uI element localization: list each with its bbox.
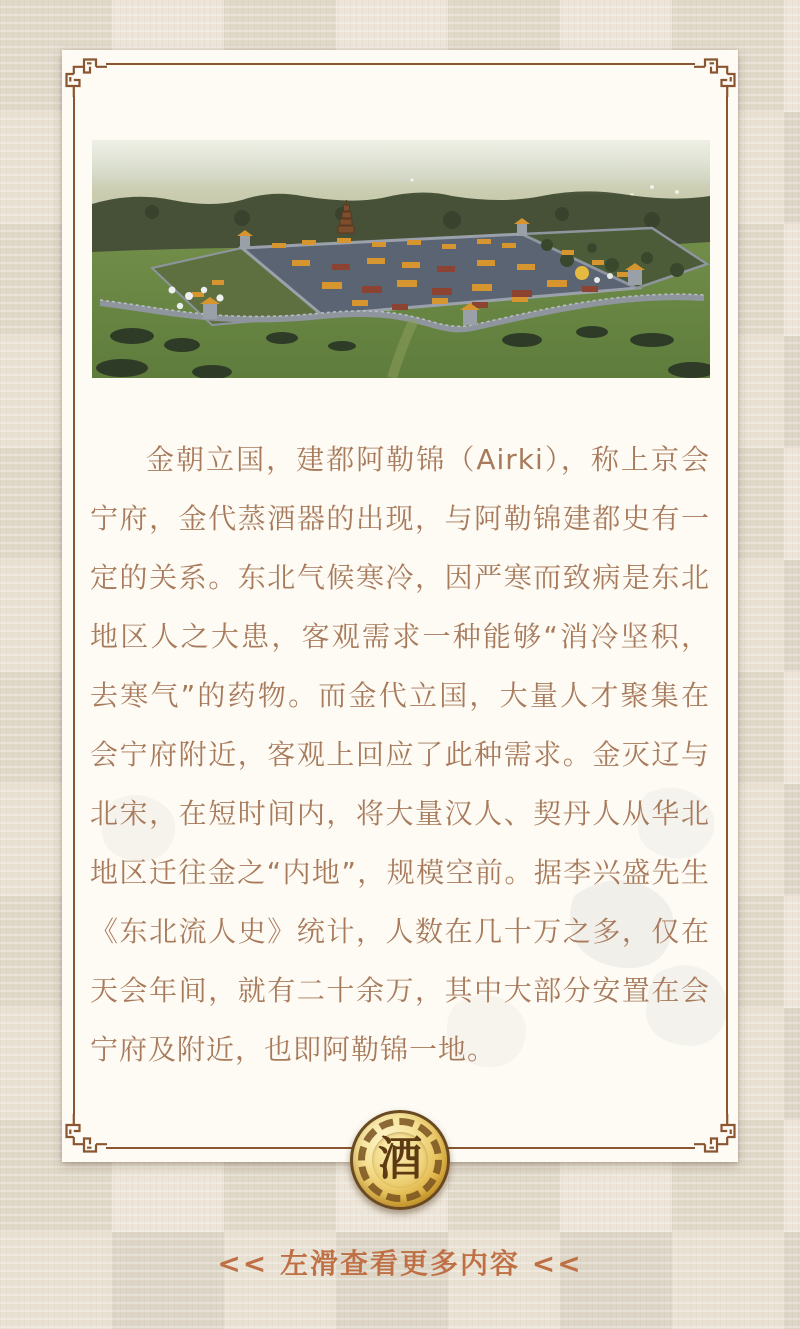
fret-corner-bottom-left-icon [63,1114,107,1158]
seal-inner-disc [372,1132,428,1188]
frame-line-top [106,63,695,65]
fret-corner-top-right-icon [694,53,738,97]
frame-line-right [726,96,728,1115]
article-paragraph: 金朝立国，建都阿勒锦（Airki），称上京会宁府，金代蒸酒器的出现，与阿勒锦建都史有一定的关系。东北气候寒冷，因严寒而致病是东北地区人之大患，客观需求一种能够“消冷坚积，去寒气”的药物。而金代立国，大量人才聚集在会宁府附近，客观上回应了此种需求。金灭辽与北宋，在短时间内，将大量汉人、契丹人从华北地区迁往金之“内地”，规模空前。据李兴盛先生《东北流人史》统计，人数在几十万之多，仅在天会年间，就有二十余万，其中大部分安置在会宁府及附近，也即阿勒锦一地。 [90,443,710,1066]
fret-corner-top-left-icon [63,53,107,97]
fret-corner-bottom-right-icon [694,1114,738,1158]
wine-character: 酒 [378,1132,422,1186]
wine-seal-badge [350,1110,450,1210]
swipe-left-hint: << 左滑查看更多内容 << [217,1247,583,1280]
frame-line-left [73,96,75,1115]
ancient-city-aerial-photo [92,140,710,378]
article-card[interactable] [62,50,738,1186]
